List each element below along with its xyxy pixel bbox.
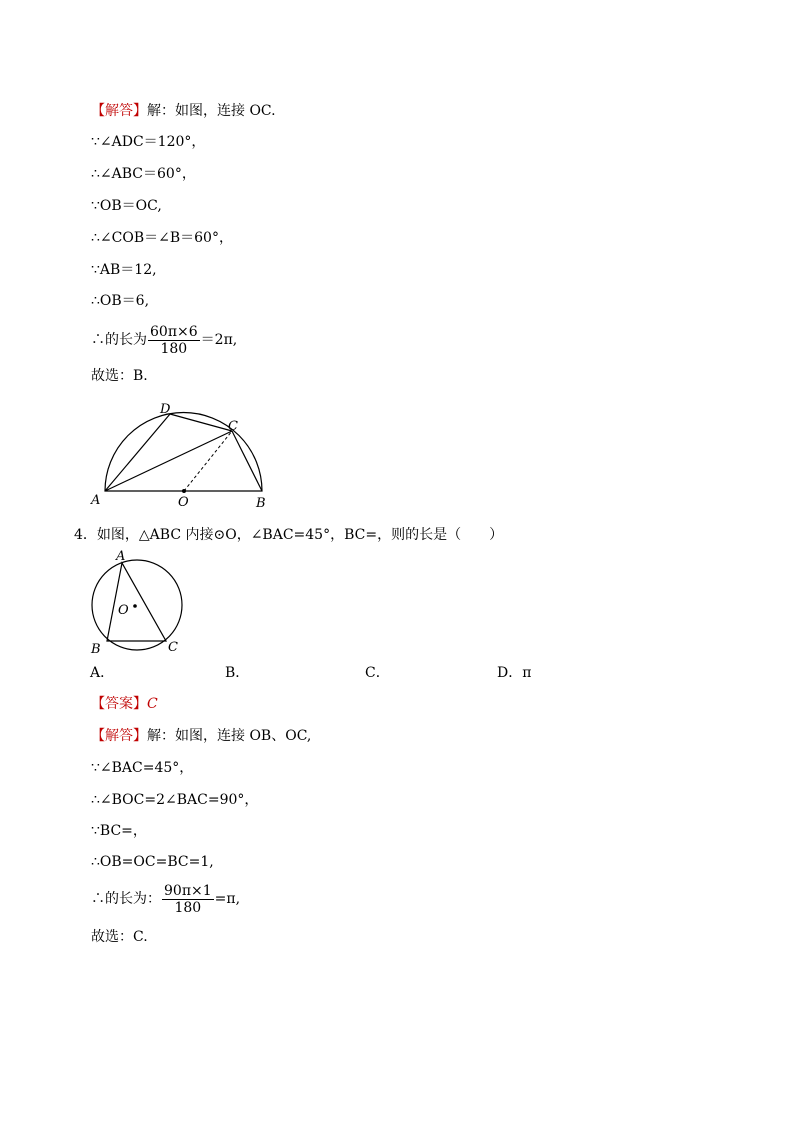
- label-A: A: [116, 549, 126, 564]
- solution1-line: ∵∠ADC＝120°，: [91, 134, 206, 150]
- fraction: $\frac{60\pi\times 6}{180}$: [150, 323, 198, 357]
- solution2-line: 【解答】解：如图，连接 OB、OC,: [91, 728, 312, 744]
- label-B: B: [256, 496, 266, 511]
- solution1-line: 【解答】解：如图，连接 OC.: [91, 103, 276, 119]
- label-O: O: [178, 495, 189, 510]
- solution2-line: ∵∠BAC=45°，: [91, 760, 194, 776]
- solution1-line: ∴∠COB＝∠B＝60°，: [91, 230, 233, 246]
- solution-label: 【解答】: [91, 728, 147, 744]
- segment-OC-dashed: [184, 431, 232, 491]
- solution1-arc-length: ∴的长为 $\frac{60\pi\times 6}{180}$ ＝2π,: [91, 323, 238, 357]
- label-D: D: [160, 402, 171, 417]
- label-C: C: [228, 419, 238, 434]
- fraction: $\frac{90\pi\times 1}{180}$: [164, 882, 212, 916]
- option-d: D．π: [497, 665, 532, 681]
- label-C: C: [168, 640, 178, 655]
- solution1-line: ∴OB＝6,: [91, 293, 150, 309]
- option-b: B．: [225, 665, 250, 681]
- inscribed-triangle-figure: [85, 548, 195, 658]
- solution-label: 【解答】: [91, 103, 147, 119]
- solution1-line: ∴∠ABC＝60°，: [91, 166, 196, 182]
- label-A: A: [91, 493, 101, 508]
- answer-value: C: [147, 696, 158, 712]
- solution2-line: ∴∠BOC=2∠BAC=90°，: [91, 792, 259, 808]
- center-point-O: [182, 489, 186, 493]
- option-c: C．: [365, 665, 390, 681]
- circle-O: [92, 560, 182, 650]
- solution1-line: ∵AB＝12,: [91, 262, 157, 278]
- segment-CB: [232, 431, 262, 491]
- option-a: A．: [90, 665, 115, 681]
- answer-label: 【答案】: [91, 696, 147, 712]
- solution1-choice: 故选：B.: [91, 368, 148, 384]
- answer-line: [91, 694, 158, 714]
- label-O: O: [118, 603, 129, 618]
- solution2-line: ∴OB=OC=BC=1,: [91, 854, 214, 870]
- label-B: B: [91, 642, 101, 657]
- solution1-line: ∵OB＝OC,: [91, 198, 162, 214]
- triangle-ABC: [107, 563, 166, 641]
- solution2-arc-length: ∴的长为： $\frac{90\pi\times 1}{180}$ =π,: [91, 882, 241, 916]
- question-4-stem: 4．如图，△ABC 内接⊙O，∠BAC=45°，BC=，则的长是（ ）: [74, 527, 504, 543]
- center-point-O: [133, 604, 137, 608]
- solution2-line: ∵BC=，: [91, 823, 147, 839]
- semicircle-figure: [85, 397, 275, 513]
- solution2-choice: 故选：C.: [91, 929, 148, 945]
